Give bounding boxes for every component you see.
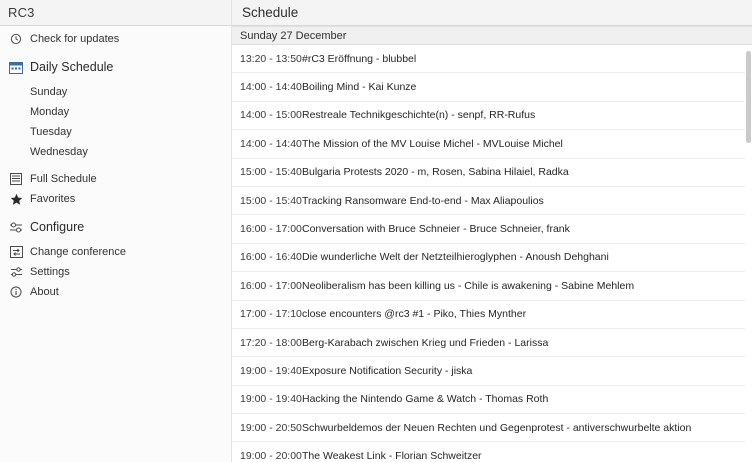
schedule-pane [232,26,752,462]
refresh-icon [8,32,24,46]
settings-icon [8,265,24,279]
event-time: 19:00 - 19:40 [240,364,302,377]
sidebar-item-sunday[interactable] [0,82,231,102]
sidebar-spacer [0,209,231,216]
event-title: Die wunderliche Welt der Netzteilhieroglyphen - Anoush Dehghani [302,251,609,264]
event-title: #rC3 Eröffnung - blubbel [302,52,417,65]
table-row[interactable] [232,414,752,442]
event-title: Hacking the Nintendo Game & Watch - Thomas Roth [302,393,549,406]
event-time: 14:00 - 14:40 [240,137,302,150]
sidebar-item-about[interactable] [0,282,231,302]
sidebar-item-full-schedule[interactable] [0,169,231,189]
event-time: 16:00 - 17:00 [240,223,302,236]
event-title: Restreale Technikgeschichte(n) - senpf, RR-Rufus [302,109,536,122]
event-title: Exposure Notification Security - jiska [302,364,473,377]
event-time: 16:00 - 16:40 [240,251,302,264]
calendar-icon [8,60,24,74]
sidebar-section-label: Configure [30,220,85,234]
sidebar-item-favorites[interactable] [0,189,231,209]
sidebar-item-label: Sunday [30,86,68,98]
sidebar-spacer [0,49,231,56]
event-time: 16:00 - 17:00 [240,279,302,292]
titlebar-left [0,0,232,25]
vertical-scrollbar[interactable] [745,45,752,462]
app-title: RC3 [8,5,35,20]
sidebar-item-check-for-updates[interactable] [0,29,231,49]
table-row[interactable] [232,357,752,385]
sidebar-item-label: Full Schedule [30,173,97,185]
table-row[interactable] [232,442,752,462]
main-body [0,26,752,462]
sidebar-item-wednesday[interactable] [0,142,231,162]
sidebar-item-monday[interactable] [0,102,231,122]
swap-icon [8,245,24,259]
sidebar-spacer [0,162,231,169]
event-time: 17:20 - 18:00 [240,336,302,349]
event-title: Boiling Mind - Kai Kunze [302,81,417,94]
event-title: Bulgaria Protests 2020 - m, Rosen, Sabina Hilaiel, Radka [302,166,569,179]
event-title: The Weakest Link - Florian Schweitzer [302,450,482,462]
event-title: Tracking Ransomware End-to-end - Max Aliapoulios [302,194,544,207]
sidebar-item-label: Favorites [30,193,76,205]
event-title: The Mission of the MV Louise Michel - MVLouise Michel [302,137,563,150]
table-row[interactable] [232,187,752,215]
star-icon [8,192,24,206]
event-time: 13:20 - 13:50 [240,52,302,65]
event-time: 15:00 - 15:40 [240,166,302,179]
sidebar-item-settings[interactable] [0,262,231,282]
sidebar-item-label: Wednesday [30,146,88,158]
sidebar-item-label: Check for updates [30,33,120,45]
event-title: Neoliberalism has been killing us - Chile is awakening - Sabine Mehlem [302,279,635,292]
event-time: 19:00 - 20:50 [240,421,302,434]
event-time: 14:00 - 15:00 [240,109,302,122]
event-title: Berg-Karabach zwischen Krieg und Frieden - Larissa [302,336,549,349]
table-row[interactable] [232,45,752,73]
list-icon [8,172,24,186]
day-header [232,26,752,45]
event-title: Schwurbeldemos der Neuen Rechten und Gegenprotest - antiverschwurbelte aktion [302,421,692,434]
sidebar-item-label: Settings [30,266,70,278]
table-row[interactable] [232,272,752,300]
table-row[interactable] [232,244,752,272]
sidebar-item-label: About [30,286,59,298]
sidebar-section-label: Daily Schedule [30,60,114,74]
event-title: Conversation with Bruce Schneier - Bruce Schneier, frank [302,223,570,236]
event-list[interactable] [232,45,752,462]
table-row[interactable] [232,130,752,158]
table-row[interactable] [232,329,752,357]
table-row[interactable] [232,386,752,414]
table-row[interactable] [232,73,752,101]
sliders-icon [8,220,24,234]
sidebar-item-label: Tuesday [30,126,72,138]
sidebar-item-tuesday[interactable] [0,122,231,142]
event-title: close encounters @rc3 #1 - Piko, Thies Mynther [302,308,527,321]
table-row[interactable] [232,159,752,187]
table-row[interactable] [232,215,752,243]
sidebar-item-change-conference[interactable] [0,242,231,262]
info-icon [8,285,24,299]
event-time: 19:00 - 20:00 [240,450,302,462]
table-row[interactable] [232,301,752,329]
day-header-label: Sunday 27 December [240,29,347,42]
sidebar-section-daily-schedule[interactable] [0,56,231,78]
event-time: 14:00 - 14:40 [240,81,302,94]
titlebar-right [232,0,752,25]
page-title: Schedule [242,5,299,20]
event-time: 19:00 - 19:40 [240,393,302,406]
event-time: 17:00 - 17:10 [240,308,302,321]
sidebar [0,26,232,462]
table-row[interactable] [232,102,752,130]
event-time: 15:00 - 15:40 [240,194,302,207]
sidebar-section-configure[interactable] [0,216,231,238]
sidebar-item-label: Change conference [30,246,127,258]
titlebar [0,0,752,26]
scrollbar-thumb[interactable] [746,51,751,143]
sidebar-item-label: Monday [30,106,70,118]
